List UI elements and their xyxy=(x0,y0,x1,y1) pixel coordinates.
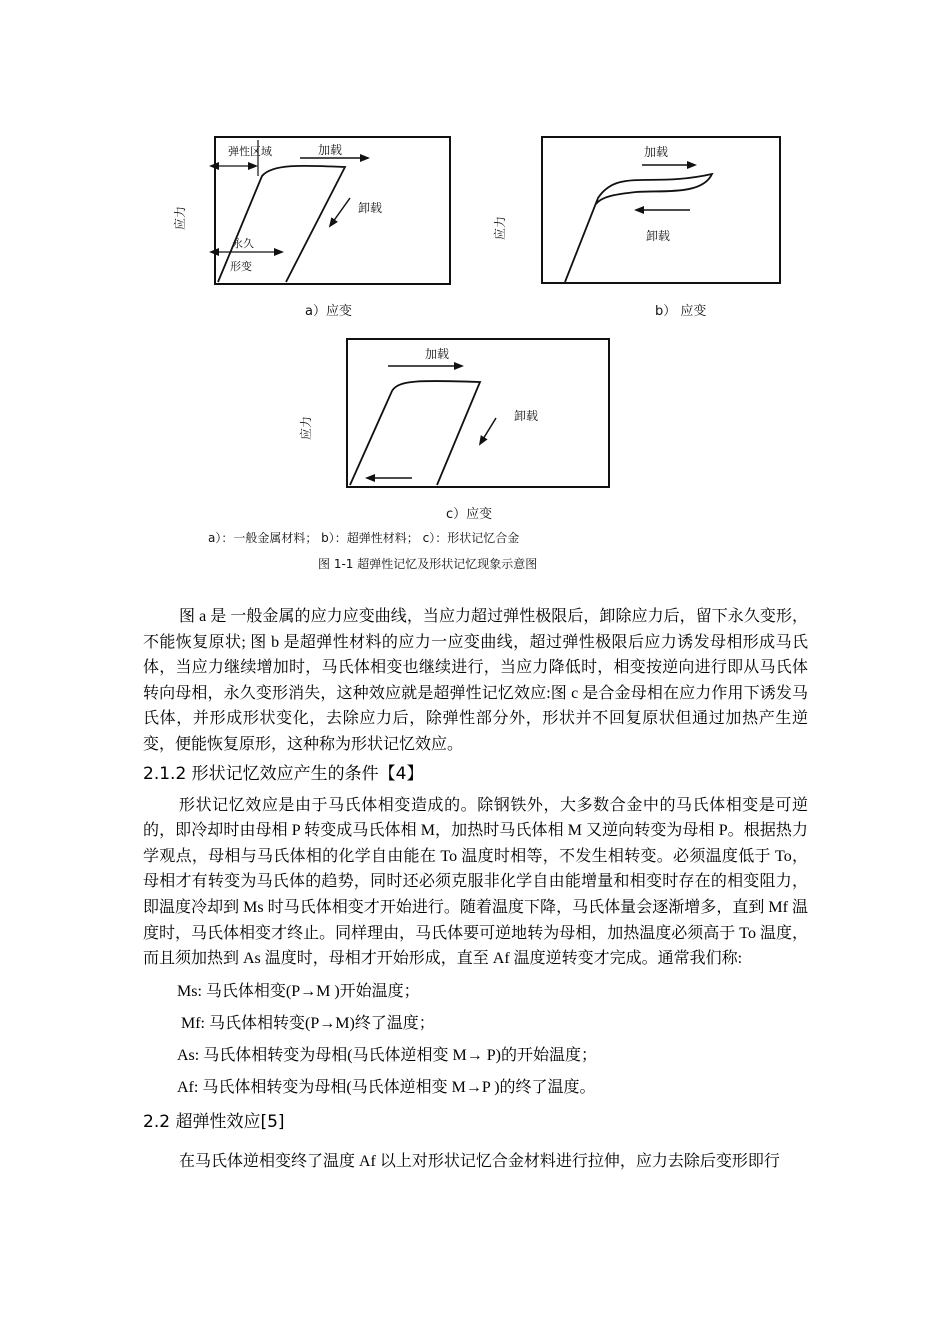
definition-as: As: 马氏体相转变为母相(马氏体逆相变 M→ P)的开始温度； xyxy=(177,1046,598,1064)
section-heading-2-1-2: 2.1.2 形状记忆效应产生的条件【4】 xyxy=(143,763,424,784)
figure-title: 图 1-1 超弹性记忆及形状记忆现象示意图 xyxy=(318,557,538,571)
definition-af: Af: 马氏体相转变为母相(马氏体逆相变 M→P )的终了温度。 xyxy=(177,1078,596,1096)
panel-a-ylabel: 应力 xyxy=(173,205,187,230)
panel-a xyxy=(172,137,450,319)
panel-b-unload-label: 卸载 xyxy=(646,229,671,243)
panel-c-load-label: 加载 xyxy=(425,347,450,361)
panel-c-ylabel: 应力 xyxy=(299,415,313,440)
figure-legend: a）：一般金属材料； b）：超弹性材料； c）：形状记忆合金 xyxy=(208,531,520,545)
panel-a-unload-label: 卸载 xyxy=(358,201,383,215)
panel-c-unload-label: 卸载 xyxy=(514,409,539,423)
panel-b-load-label: 加载 xyxy=(644,145,669,159)
panel-c xyxy=(298,339,609,522)
definition-mf: Mf: 马氏体相转变(P→M)终了温度； xyxy=(181,1014,435,1032)
paragraph-superelasticity: 在马氏体逆相变终了温度 Af 以上对形状记忆合金材料进行拉伸，应力去除后变形即行 xyxy=(179,1152,780,1170)
paragraph-shape-memory-conditions: 形状记忆效应是由于马氏体相变造成的。除钢铁外，大多数合金中的马氏体相变是可逆的，即冷却时由母相 P 转变成马氏体相 M，加热时马氏体相 M 又逆向转变为母相 P。根据热力学观点，母相与马氏体相的化学自由能在 To 温度时相等，不发生相转变。必须温度低于 To，母相才有转变为马氏体的趋势，同时还必须克服非化学自由能增量和相变时存在的相变阻力，即温度冷却到 Ms 时马氏体相变才开始进行。随着温度下降，马氏体量会逐渐增多，直到 Mf 温度时，马氏体相变才终止。同样理由，马氏体要可逆地转为母相，加热温度必须高于 To 温度，而且须加热到 As 温度时，母相才开始形成，直至 Af 温度逆转变才完成。通常我们称: xyxy=(143,796,808,968)
figure-svg xyxy=(0,0,950,600)
panel-b-curve xyxy=(565,174,712,282)
panel-c-curve xyxy=(350,381,480,485)
paragraph-figure-explanation: 图 a 是 一般金属的应力应变曲线，当应力超过弹性极限后，卸除应力后，留下永久变形，不能恢复原状; 图 b 是超弹性材料的应力一应变曲线，超过弹性极限后应力诱发母相形成马氏体，当应力继续增加时，马氏体相变也继续进行，当应力降低时，相变按逆向进行即从马氏体转向母相，永久变形消失，这种效应就是超弹性记忆效应:图 c 是合金母相在应力作用下诱发马氏体，并形成形状变化，去除应力后，除弹性部分外，形状并不回复原状但通过加热产生逆变，便能恢复原形，这种称为形状记忆效应。 xyxy=(143,608,808,753)
panel-a-caption: a）应变 xyxy=(305,304,352,319)
panel-a-perm-label-1: 永久 xyxy=(232,237,254,250)
panel-a-load-label: 加载 xyxy=(318,143,343,157)
panel-a-unload-arrow xyxy=(330,198,350,226)
panel-b-ylabel: 应力 xyxy=(493,215,507,240)
panel-c-unload-arrow xyxy=(480,418,496,444)
stress-strain-figure xyxy=(0,0,950,600)
page-body xyxy=(143,604,808,1174)
panel-b-caption: b） 应变 xyxy=(655,304,707,319)
definition-ms: Ms: 马氏体相变(P→M )开始温度； xyxy=(177,982,420,1000)
panel-c-frame xyxy=(347,339,609,487)
panel-c-caption: c）应变 xyxy=(446,507,493,522)
section-heading-2-2: 2.2 超弹性效应[5] xyxy=(143,1111,285,1132)
panel-a-elastic-label: 弹性区域 xyxy=(228,145,272,158)
panel-b xyxy=(492,137,780,319)
panel-a-perm-label-2: 形变 xyxy=(230,260,252,273)
